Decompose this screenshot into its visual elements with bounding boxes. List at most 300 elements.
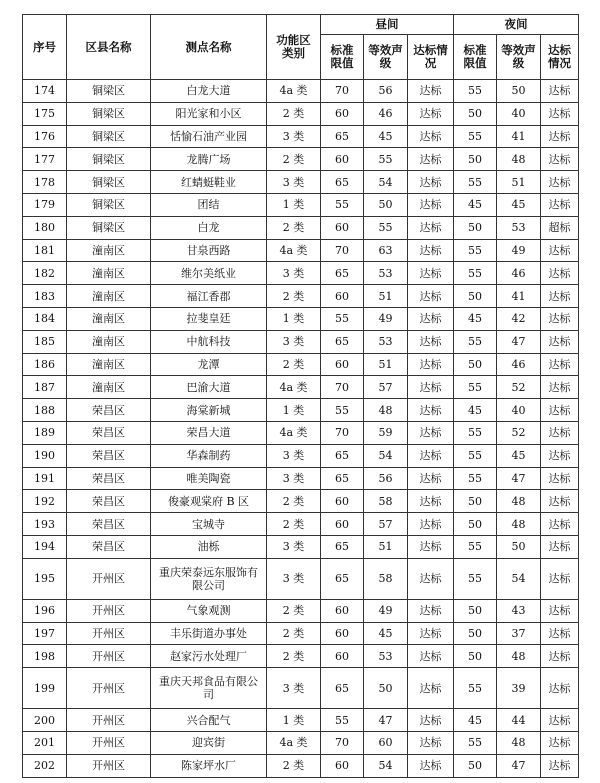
cell-night-status: 达标 xyxy=(541,171,579,194)
cell-day-status: 达标 xyxy=(408,535,454,558)
cell-site xyxy=(151,731,267,754)
cell-day-std-limit: 65 xyxy=(321,330,364,353)
cell-day-status: 达标 xyxy=(408,709,454,732)
cell-day-std-limit: 65 xyxy=(321,558,364,599)
cell-night-equiv-level: 44 xyxy=(497,709,541,732)
cell-night-std-limit: 50 xyxy=(454,513,497,536)
cell-day-status: 达标 xyxy=(408,148,454,171)
cell-day-std-limit: 55 xyxy=(321,709,364,732)
cell-category: 2 类 xyxy=(267,353,321,376)
cell-category: 3 类 xyxy=(267,558,321,599)
cell-night-equiv-level: 39 xyxy=(497,668,541,709)
cell-category: 3 类 xyxy=(267,668,321,709)
cell-day-equiv-level: 45 xyxy=(364,125,408,148)
cell-seq: 182 xyxy=(23,262,67,285)
cell-day-equiv-level: 58 xyxy=(364,490,408,513)
table-row xyxy=(23,558,579,599)
cell-site xyxy=(151,421,267,444)
cell-category: 2 类 xyxy=(267,645,321,668)
cell-site-text: 拉斐皇廷 xyxy=(186,312,231,326)
cell-seq: 185 xyxy=(23,330,67,353)
cell-site-text: 海棠新城 xyxy=(186,403,231,417)
cell-night-status: 达标 xyxy=(541,709,579,732)
table-row xyxy=(23,148,579,171)
table-body xyxy=(23,80,579,778)
cell-site-text: 荣昌大道 xyxy=(186,426,231,440)
cell-site xyxy=(151,307,267,330)
table-row xyxy=(23,102,579,125)
cell-night-std-limit: 50 xyxy=(454,102,497,125)
cell-day-std-limit: 60 xyxy=(321,754,364,777)
cell-seq: 177 xyxy=(23,148,67,171)
cell-night-std-limit: 55 xyxy=(454,376,497,399)
cell-site xyxy=(151,558,267,599)
cell-night-equiv-level: 51 xyxy=(497,171,541,194)
cell-day-status: 达标 xyxy=(408,80,454,103)
cell-day-std-limit: 65 xyxy=(321,171,364,194)
cell-night-equiv-level: 47 xyxy=(497,467,541,490)
table-row xyxy=(23,216,579,239)
cell-night-status: 达标 xyxy=(541,399,579,422)
cell-night-status: 达标 xyxy=(541,148,579,171)
cell-day-status: 达标 xyxy=(408,444,454,467)
table-row xyxy=(23,535,579,558)
cell-day-std-limit: 70 xyxy=(321,731,364,754)
cell-night-equiv-level: 37 xyxy=(497,622,541,645)
cell-day-status: 达标 xyxy=(408,353,454,376)
cell-day-equiv-level: 55 xyxy=(364,216,408,239)
cell-day-equiv-level: 49 xyxy=(364,307,408,330)
cell-night-status: 达标 xyxy=(541,731,579,754)
cell-night-equiv-level: 43 xyxy=(497,599,541,622)
cell-category: 2 类 xyxy=(267,102,321,125)
cell-night-equiv-level: 45 xyxy=(497,193,541,216)
cell-day-equiv-level: 48 xyxy=(364,399,408,422)
header-day-status: 达标情况 xyxy=(408,35,454,80)
cell-night-equiv-level: 40 xyxy=(497,399,541,422)
cell-site xyxy=(151,148,267,171)
cell-site-text: 重庆天邦食品有限公司 xyxy=(159,675,258,702)
cell-day-status: 达标 xyxy=(408,171,454,194)
cell-day-std-limit: 60 xyxy=(321,645,364,668)
table-row xyxy=(23,80,579,103)
cell-day-status: 达标 xyxy=(408,558,454,599)
cell-district: 铜梁区 xyxy=(67,171,151,194)
cell-district: 潼南区 xyxy=(67,330,151,353)
header-site: 测点名称 xyxy=(151,15,267,80)
cell-night-status: 达标 xyxy=(541,444,579,467)
cell-night-std-limit: 50 xyxy=(454,645,497,668)
cell-seq: 184 xyxy=(23,307,67,330)
cell-category: 3 类 xyxy=(267,330,321,353)
cell-site-text: 重庆荣泰远东服饰有限公司 xyxy=(159,565,258,592)
table-row xyxy=(23,125,579,148)
cell-site-text: 龙潭 xyxy=(197,357,220,371)
cell-day-status: 达标 xyxy=(408,330,454,353)
cell-district: 潼南区 xyxy=(67,262,151,285)
cell-night-status: 达标 xyxy=(541,558,579,599)
cell-day-status: 达标 xyxy=(408,399,454,422)
table-row xyxy=(23,421,579,444)
cell-day-status: 达标 xyxy=(408,513,454,536)
table-row xyxy=(23,709,579,732)
cell-night-equiv-level: 52 xyxy=(497,421,541,444)
cell-day-equiv-level: 45 xyxy=(364,622,408,645)
cell-day-equiv-level: 63 xyxy=(364,239,408,262)
cell-day-std-limit: 65 xyxy=(321,668,364,709)
cell-night-status: 达标 xyxy=(541,330,579,353)
cell-district: 荣昌区 xyxy=(67,535,151,558)
table-row xyxy=(23,193,579,216)
cell-district: 荣昌区 xyxy=(67,467,151,490)
cell-day-equiv-level: 55 xyxy=(364,148,408,171)
header-night-std-limit: 标准限值 xyxy=(454,35,497,80)
cell-category: 2 类 xyxy=(267,490,321,513)
cell-seq: 190 xyxy=(23,444,67,467)
cell-district: 潼南区 xyxy=(67,307,151,330)
cell-day-std-limit: 60 xyxy=(321,285,364,308)
cell-day-equiv-level: 50 xyxy=(364,668,408,709)
cell-site-text: 红蜻蜓鞋业 xyxy=(181,175,236,189)
cell-site xyxy=(151,285,267,308)
cell-day-std-limit: 60 xyxy=(321,513,364,536)
cell-district: 荣昌区 xyxy=(67,399,151,422)
cell-seq: 188 xyxy=(23,399,67,422)
cell-day-std-limit: 60 xyxy=(321,216,364,239)
cell-site-text: 恬愉石油产业园 xyxy=(170,129,247,143)
cell-site xyxy=(151,330,267,353)
cell-day-std-limit: 65 xyxy=(321,125,364,148)
cell-district: 开州区 xyxy=(67,668,151,709)
cell-day-equiv-level: 50 xyxy=(364,193,408,216)
table-row xyxy=(23,645,579,668)
cell-seq: 196 xyxy=(23,599,67,622)
header-category xyxy=(267,15,321,80)
cell-site-text: 迎宾街 xyxy=(192,736,225,750)
cell-district: 荣昌区 xyxy=(67,513,151,536)
cell-night-status: 达标 xyxy=(541,599,579,622)
cell-night-equiv-level: 41 xyxy=(497,285,541,308)
cell-category: 3 类 xyxy=(267,171,321,194)
cell-site xyxy=(151,490,267,513)
cell-night-std-limit: 55 xyxy=(454,80,497,103)
table-row xyxy=(23,513,579,536)
header-night-status: 达标情况 xyxy=(541,35,579,80)
cell-seq: 183 xyxy=(23,285,67,308)
cell-night-equiv-level: 48 xyxy=(497,645,541,668)
cell-day-std-limit: 65 xyxy=(321,467,364,490)
cell-day-equiv-level: 58 xyxy=(364,558,408,599)
cell-night-std-limit: 45 xyxy=(454,399,497,422)
cell-category: 2 类 xyxy=(267,216,321,239)
cell-day-status: 达标 xyxy=(408,102,454,125)
cell-district: 铜梁区 xyxy=(67,125,151,148)
cell-day-status: 达标 xyxy=(408,376,454,399)
cell-night-status: 达标 xyxy=(541,668,579,709)
cell-site xyxy=(151,399,267,422)
cell-category: 2 类 xyxy=(267,285,321,308)
cell-site xyxy=(151,709,267,732)
cell-day-status: 达标 xyxy=(408,754,454,777)
cell-night-std-limit: 55 xyxy=(454,558,497,599)
cell-night-equiv-level: 48 xyxy=(497,513,541,536)
cell-category: 1 类 xyxy=(267,193,321,216)
cell-day-status: 达标 xyxy=(408,467,454,490)
cell-district: 潼南区 xyxy=(67,353,151,376)
cell-district: 荣昌区 xyxy=(67,490,151,513)
cell-site xyxy=(151,125,267,148)
cell-day-equiv-level: 60 xyxy=(364,731,408,754)
cell-day-std-limit: 65 xyxy=(321,535,364,558)
cell-site xyxy=(151,216,267,239)
cell-category: 3 类 xyxy=(267,125,321,148)
cell-site-text: 唯美陶瓷 xyxy=(186,471,231,485)
cell-night-std-limit: 55 xyxy=(454,239,497,262)
table-row xyxy=(23,622,579,645)
cell-seq: 187 xyxy=(23,376,67,399)
cell-category: 3 类 xyxy=(267,444,321,467)
cell-category: 3 类 xyxy=(267,535,321,558)
cell-category: 2 类 xyxy=(267,622,321,645)
header-day-equiv-level: 等效声级 xyxy=(364,35,408,80)
cell-seq: 186 xyxy=(23,353,67,376)
cell-night-std-limit: 45 xyxy=(454,709,497,732)
cell-district: 开州区 xyxy=(67,754,151,777)
cell-night-std-limit: 50 xyxy=(454,622,497,645)
cell-night-std-limit: 55 xyxy=(454,421,497,444)
cell-site-text: 团结 xyxy=(197,198,220,212)
noise-monitoring-table xyxy=(22,14,579,778)
cell-day-std-limit: 60 xyxy=(321,148,364,171)
cell-day-equiv-level: 57 xyxy=(364,376,408,399)
cell-seq: 199 xyxy=(23,668,67,709)
cell-day-std-limit: 70 xyxy=(321,239,364,262)
cell-day-equiv-level: 54 xyxy=(364,171,408,194)
table-row xyxy=(23,353,579,376)
cell-day-equiv-level: 46 xyxy=(364,102,408,125)
cell-seq: 181 xyxy=(23,239,67,262)
cell-district: 开州区 xyxy=(67,622,151,645)
cell-site-text: 白龙 xyxy=(197,221,220,235)
cell-day-status: 达标 xyxy=(408,239,454,262)
noise-monitoring-table-page xyxy=(22,14,578,778)
cell-day-status: 达标 xyxy=(408,307,454,330)
cell-seq: 176 xyxy=(23,125,67,148)
cell-day-status: 达标 xyxy=(408,731,454,754)
cell-night-status: 达标 xyxy=(541,307,579,330)
cell-seq: 202 xyxy=(23,754,67,777)
cell-night-status: 达标 xyxy=(541,622,579,645)
table-row xyxy=(23,599,579,622)
cell-seq: 201 xyxy=(23,731,67,754)
cell-district: 铜梁区 xyxy=(67,102,151,125)
cell-day-std-limit: 60 xyxy=(321,353,364,376)
cell-night-std-limit: 45 xyxy=(454,307,497,330)
cell-day-std-limit: 70 xyxy=(321,376,364,399)
header-district: 区县名称 xyxy=(67,15,151,80)
cell-district: 开州区 xyxy=(67,599,151,622)
cell-day-equiv-level: 56 xyxy=(364,467,408,490)
header-night: 夜间 xyxy=(454,15,579,35)
cell-day-equiv-level: 57 xyxy=(364,513,408,536)
cell-seq: 178 xyxy=(23,171,67,194)
cell-site xyxy=(151,353,267,376)
cell-district: 开州区 xyxy=(67,731,151,754)
cell-district: 荣昌区 xyxy=(67,444,151,467)
cell-site-text: 丰乐街道办事处 xyxy=(170,626,247,640)
table-row xyxy=(23,399,579,422)
cell-day-std-limit: 55 xyxy=(321,193,364,216)
cell-day-equiv-level: 51 xyxy=(364,535,408,558)
cell-category: 3 类 xyxy=(267,467,321,490)
cell-night-std-limit: 50 xyxy=(454,490,497,513)
cell-day-std-limit: 65 xyxy=(321,444,364,467)
cell-seq: 191 xyxy=(23,467,67,490)
cell-night-equiv-level: 48 xyxy=(497,731,541,754)
cell-site-text: 赵家污水处理厂 xyxy=(170,649,247,663)
header-category-text: 功能区类别 xyxy=(276,33,311,60)
cell-district: 铜梁区 xyxy=(67,148,151,171)
cell-seq: 180 xyxy=(23,216,67,239)
cell-night-equiv-level: 54 xyxy=(497,558,541,599)
cell-site-text: 甘泉西路 xyxy=(186,243,231,257)
cell-day-equiv-level: 51 xyxy=(364,353,408,376)
cell-night-equiv-level: 52 xyxy=(497,376,541,399)
cell-seq: 200 xyxy=(23,709,67,732)
cell-night-std-limit: 50 xyxy=(454,754,497,777)
cell-night-status: 达标 xyxy=(541,467,579,490)
cell-category: 4a 类 xyxy=(267,731,321,754)
cell-district: 潼南区 xyxy=(67,285,151,308)
cell-night-std-limit: 55 xyxy=(454,262,497,285)
table-row xyxy=(23,171,579,194)
cell-night-equiv-level: 46 xyxy=(497,353,541,376)
cell-day-status: 达标 xyxy=(408,285,454,308)
cell-day-status: 达标 xyxy=(408,599,454,622)
cell-site-text: 陈家坪水厂 xyxy=(181,759,236,773)
cell-district: 潼南区 xyxy=(67,239,151,262)
cell-day-status: 达标 xyxy=(408,216,454,239)
cell-site-text: 福江香郡 xyxy=(186,289,231,303)
cell-site xyxy=(151,239,267,262)
cell-site xyxy=(151,622,267,645)
cell-night-std-limit: 55 xyxy=(454,330,497,353)
cell-night-equiv-level: 49 xyxy=(497,239,541,262)
cell-night-std-limit: 55 xyxy=(454,731,497,754)
cell-day-std-limit: 60 xyxy=(321,490,364,513)
cell-day-status: 达标 xyxy=(408,193,454,216)
cell-district: 开州区 xyxy=(67,709,151,732)
cell-night-equiv-level: 48 xyxy=(497,148,541,171)
cell-site xyxy=(151,193,267,216)
cell-day-equiv-level: 53 xyxy=(364,645,408,668)
cell-night-std-limit: 55 xyxy=(454,171,497,194)
cell-night-equiv-level: 41 xyxy=(497,125,541,148)
cell-night-status: 达标 xyxy=(541,239,579,262)
cell-site xyxy=(151,668,267,709)
cell-district: 开州区 xyxy=(67,645,151,668)
cell-day-std-limit: 60 xyxy=(321,599,364,622)
cell-day-std-limit: 60 xyxy=(321,622,364,645)
cell-site-text: 维尔美纸业 xyxy=(181,266,236,280)
cell-day-status: 达标 xyxy=(408,421,454,444)
cell-night-status: 达标 xyxy=(541,262,579,285)
cell-seq: 198 xyxy=(23,645,67,668)
header-seq: 序号 xyxy=(23,15,67,80)
cell-category: 1 类 xyxy=(267,399,321,422)
cell-night-equiv-level: 42 xyxy=(497,307,541,330)
cell-night-std-limit: 55 xyxy=(454,467,497,490)
cell-site-text: 白龙大道 xyxy=(186,84,231,98)
cell-category: 2 类 xyxy=(267,599,321,622)
cell-night-status: 达标 xyxy=(541,535,579,558)
cell-night-equiv-level: 50 xyxy=(497,80,541,103)
cell-night-std-limit: 45 xyxy=(454,193,497,216)
cell-district: 铜梁区 xyxy=(67,193,151,216)
cell-night-status: 达标 xyxy=(541,645,579,668)
cell-night-status: 达标 xyxy=(541,193,579,216)
cell-category: 4a 类 xyxy=(267,239,321,262)
cell-site-text: 油栎 xyxy=(197,540,220,554)
cell-site-text: 俊豪观棠府 B 区 xyxy=(167,494,250,508)
cell-day-equiv-level: 51 xyxy=(364,285,408,308)
cell-night-std-limit: 50 xyxy=(454,148,497,171)
table-row xyxy=(23,467,579,490)
cell-site xyxy=(151,80,267,103)
cell-site xyxy=(151,645,267,668)
cell-day-status: 达标 xyxy=(408,490,454,513)
cell-seq: 175 xyxy=(23,102,67,125)
cell-night-equiv-level: 50 xyxy=(497,535,541,558)
cell-night-std-limit: 55 xyxy=(454,444,497,467)
cell-category: 3 类 xyxy=(267,262,321,285)
cell-night-status: 达标 xyxy=(541,102,579,125)
cell-site xyxy=(151,513,267,536)
cell-site-text: 中航科技 xyxy=(186,335,231,349)
cell-day-status: 达标 xyxy=(408,645,454,668)
cell-site xyxy=(151,467,267,490)
cell-seq: 197 xyxy=(23,622,67,645)
cell-day-std-limit: 70 xyxy=(321,80,364,103)
cell-night-std-limit: 50 xyxy=(454,285,497,308)
cell-night-equiv-level: 45 xyxy=(497,444,541,467)
cell-site-text: 巴渝大道 xyxy=(186,380,231,394)
cell-night-status: 达标 xyxy=(541,490,579,513)
cell-night-status: 达标 xyxy=(541,285,579,308)
cell-night-status: 达标 xyxy=(541,376,579,399)
cell-night-std-limit: 50 xyxy=(454,599,497,622)
cell-night-status: 达标 xyxy=(541,754,579,777)
cell-seq: 193 xyxy=(23,513,67,536)
cell-site xyxy=(151,754,267,777)
cell-site xyxy=(151,444,267,467)
header-day: 昼间 xyxy=(321,15,454,35)
cell-night-equiv-level: 46 xyxy=(497,262,541,285)
cell-category: 1 类 xyxy=(267,307,321,330)
cell-site-text: 华森制药 xyxy=(186,449,231,463)
cell-district: 铜梁区 xyxy=(67,80,151,103)
cell-category: 2 类 xyxy=(267,513,321,536)
table-row xyxy=(23,307,579,330)
cell-night-std-limit: 50 xyxy=(454,353,497,376)
cell-seq: 192 xyxy=(23,490,67,513)
cell-site xyxy=(151,535,267,558)
header-day-std-limit: 标准限值 xyxy=(321,35,364,80)
table-row xyxy=(23,239,579,262)
cell-site-text: 龙腾广场 xyxy=(186,152,231,166)
table-row xyxy=(23,754,579,777)
cell-day-equiv-level: 54 xyxy=(364,754,408,777)
